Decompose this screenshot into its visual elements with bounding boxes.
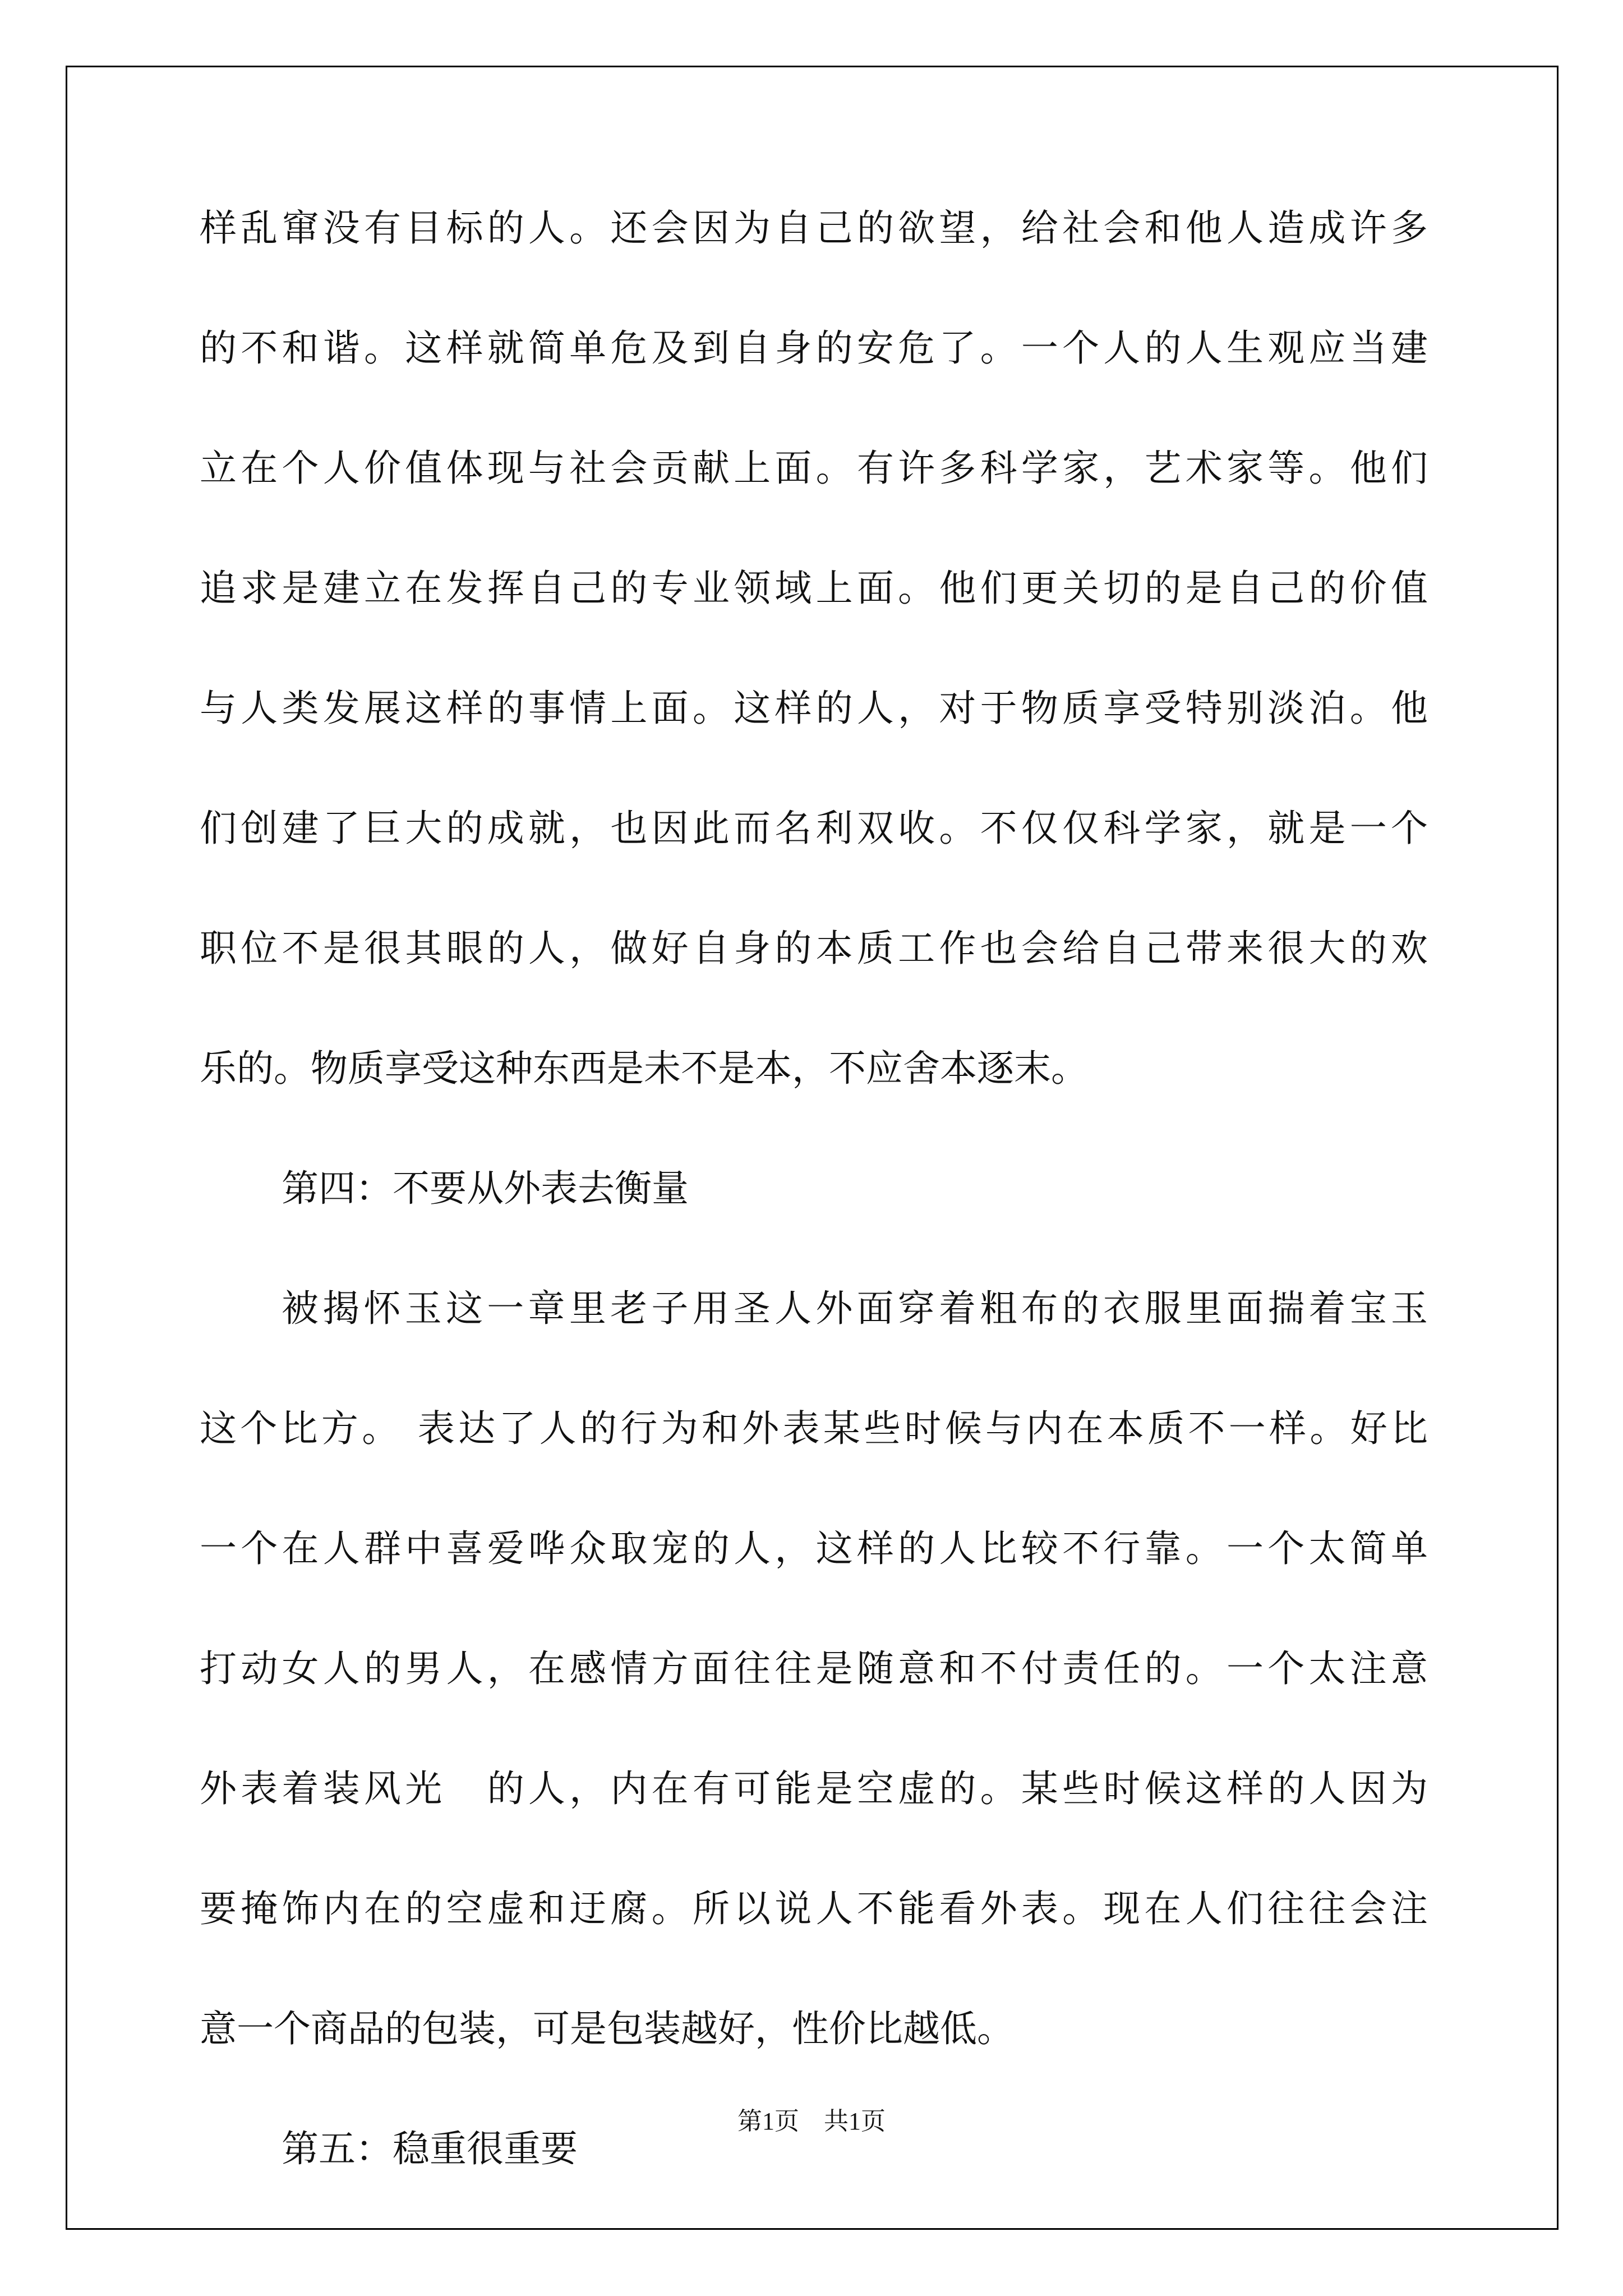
paragraph-1 xyxy=(200,168,1428,1129)
page-footer: 第1页 共1页 xyxy=(737,2108,886,2135)
text-line: 这个比方。 表达了人的行为和外表某些时候与内在本质不一样。好比 xyxy=(200,1407,1428,1450)
text-line: 被揭怀玉这一章里老子用圣人外面穿着粗布的衣服里面揣着宝玉 xyxy=(282,1287,1428,1330)
text-line: 与人类发展这样的事情上面。这样的人，对于物质享受特别淡泊。他 xyxy=(200,687,1428,730)
text-line: 乐的。物质享受这种东西是未不是本，不应舍本逐末。 xyxy=(200,1047,1088,1090)
text-line: 立在个人价值体现与社会贡献上面。有许多科学家，艺术家等。他们 xyxy=(200,447,1428,490)
text-line: 追求是建立在发挥自己的专业领域上面。他们更关切的是自己的价值 xyxy=(200,567,1428,610)
section-heading-4: 第四：不要从外表去衡量 xyxy=(282,1167,689,1210)
text-line: 要掩饰内在的空虚和迂腐。所以说人不能看外表。现在人们往往会注 xyxy=(200,1887,1428,1930)
text-line: 的不和谐。这样就简单危及到自身的安危了。一个人的人生观应当建 xyxy=(200,326,1428,370)
text-line: 意一个商品的包装，可是包装越好，性价比越低。 xyxy=(200,2007,1014,2050)
text-line: 们创建了巨大的成就，也因此而名利双收。不仅仅科学家，就是一个 xyxy=(200,807,1428,850)
document-body xyxy=(200,168,1428,2209)
text-line: 打动女人的男人，在感情方面往往是随意和不付责任的。一个太注意 xyxy=(200,1647,1428,1690)
text-line: 外表着装风光 的人，内在有可能是空虚的。某些时候这样的人因为 xyxy=(200,1767,1428,1810)
paragraph-2 xyxy=(200,1249,1428,2089)
text-line: 样乱窜没有目标的人。还会因为自己的欲望，给社会和他人造成许多 xyxy=(200,206,1428,250)
text-line: 职位不是很其眼的人，做好自身的本质工作也会给自己带来很大的欢 xyxy=(200,927,1428,970)
section-heading-5: 第五：稳重很重要 xyxy=(282,2127,578,2170)
text-line: 一个在人群中喜爱哗众取宠的人，这样的人比较不行靠。一个太简单 xyxy=(200,1527,1428,1570)
